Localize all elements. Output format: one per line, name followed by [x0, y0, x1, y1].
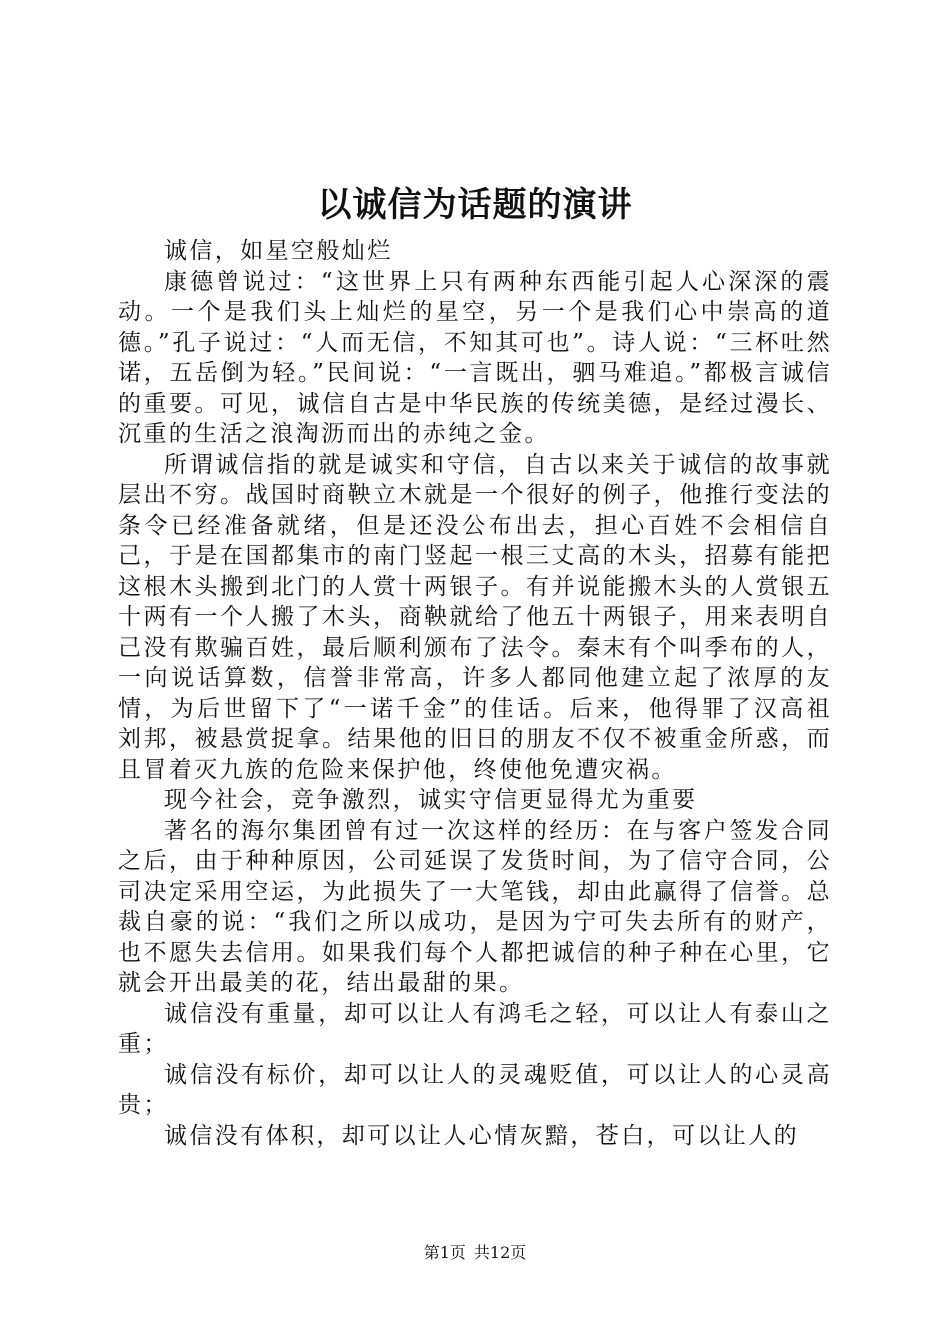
paragraph: 康德曾说过：“这世界上只有两种东西能引起人心深深的震动。一个是我们头上灿烂的星空，另一个是我们心中崇高的道德。”孔子说过：“人而无信，不知其可也”。诗人说：“三杯吐然诺，五岳倒为轻。”民间说：“一言既出，驷马难追。”都极言诚信的重要。可见，诚信自古是中华民族的传统美德，是经过漫长、沉重的生活之浪淘沥而出的赤纯之金。	[118, 268, 832, 447]
page-footer	[0, 1243, 950, 1263]
paragraph-subheading-1: 诚信，如星空般灿烂	[164, 238, 393, 264]
paragraph-subheading-2: 现今社会，竞争激烈，诚实守信更显得尤为重要	[164, 787, 698, 813]
document-body	[118, 236, 832, 1151]
document-title: 以诚信为话题的演讲	[317, 185, 633, 225]
paragraph: 诚信没有标价，却可以让人的灵魂贬值，可以让人的心灵高贵；	[118, 1061, 832, 1118]
paragraph: 著名的海尔集团曾有过一次这样的经历：在与客户签发合同之后，由于种种原因，公司延误了发货时间，为了信守合同，公司决定采用空运，为此损失了一大笔钱，却由此赢得了信誉。总裁自豪的说：“我们之所以成功，是因为宁可失去所有的财产，也不愿失去信用。如果我们每个人都把诚信的种子种在心里，它就会开出最美的花，结出最甜的果。	[118, 817, 832, 996]
page-number-total: 共12页	[473, 1243, 527, 1262]
paragraph: 诚信没有重量，却可以让人有鸿毛之轻，可以让人有泰山之重；	[118, 1000, 832, 1057]
page-number-current: 第1页	[423, 1243, 466, 1262]
paragraph: 所谓诚信指的就是诚实和守信，自古以来关于诚信的故事就层出不穷。战国时商鞅立木就是一个很好的例子，他推行变法的条令已经准备就绪，但是还没公布出去，担心百姓不会相信自己，于是在国都集市的南门竖起一根三丈高的木头，招募有能把这根木头搬到北门的人赏十两银子。有并说能搬木头的人赏银五十两有一个人搬了木头，商鞅就给了他五十两银子，用来表明自己没有欺骗百姓，最后顺利颁布了法令。秦末有个叫季布的人，一向说话算数，信誉非常高，许多人都同他建立起了浓厚的友情，为后世留下了“一诺千金”的佳话。后来，他得罪了汉高祖刘邦，被悬赏捉拿。结果他的旧日的朋友不仅不被重金所惑，而且冒着灭九族的危险来保护他，终使他免遭灾祸。	[118, 451, 832, 783]
paragraph: 诚信没有体积，却可以让人心情灰黯，苍白，可以让人的	[164, 1122, 799, 1149]
